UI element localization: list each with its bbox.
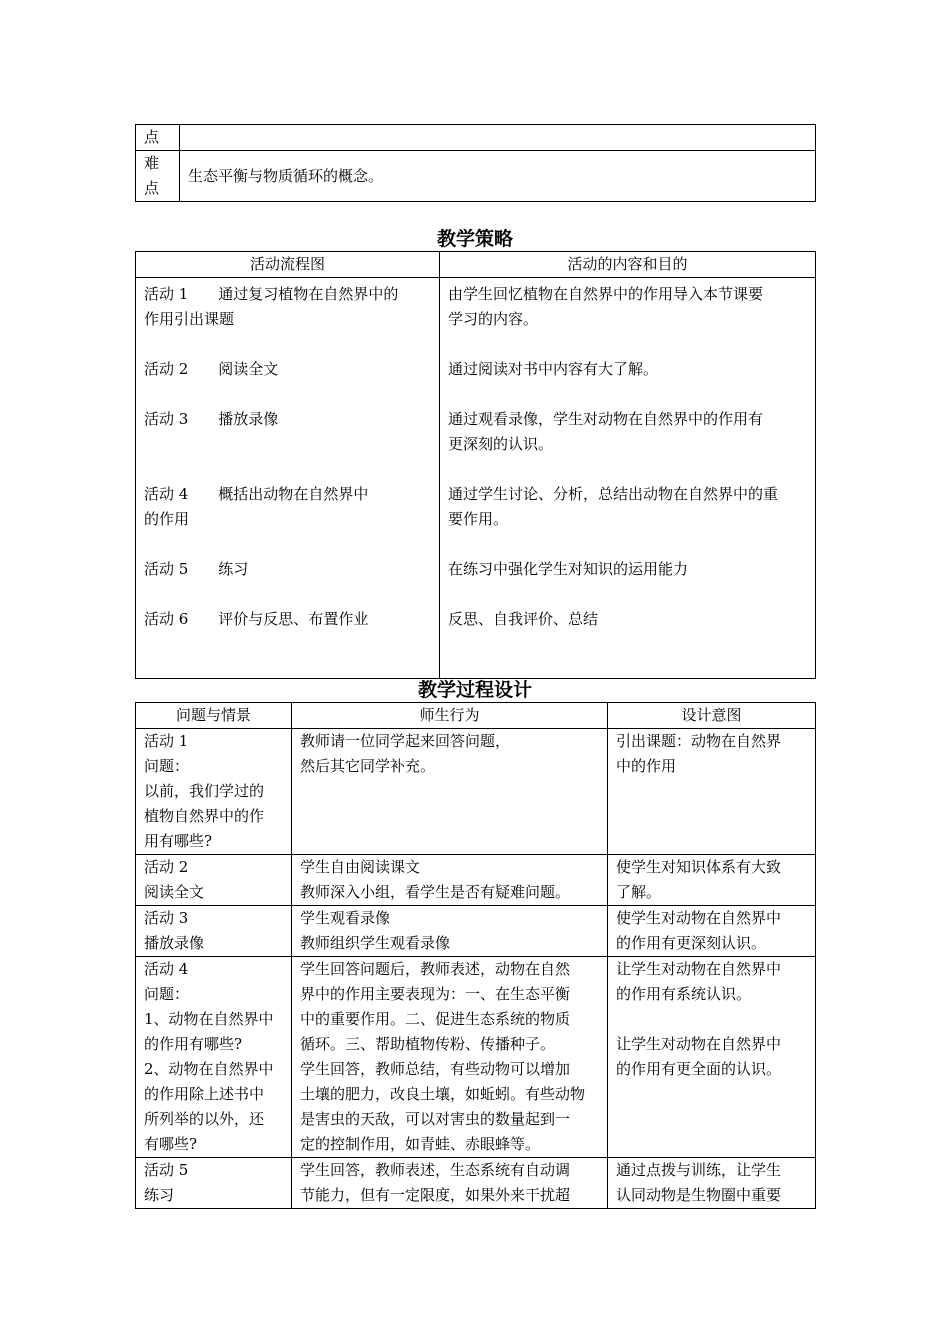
- row-content: [180, 125, 816, 151]
- situation-cell: 活动 2 阅读全文: [136, 855, 292, 906]
- situation-cell: 活动 4 问题： 1、动物在自然界中 的作用有哪些? 2、动物在自然界中 的作用除上述书中 所列举的以外，还 有哪些?: [136, 957, 292, 1158]
- column-header: 问题与情景: [136, 703, 292, 729]
- key-points-table: [135, 124, 816, 202]
- table-row: [136, 278, 816, 679]
- intent-cell: 让学生对动物在自然界中 的作用有系统认识。 让学生对动物在自然界中 的作用有更全面的认识。: [608, 957, 816, 1158]
- difficulty-content: 生态平衡与物质循环的概念。: [180, 151, 816, 202]
- column-header: 设计意图: [608, 703, 816, 729]
- column-header: 活动的内容和目的: [440, 252, 816, 278]
- table-row: [136, 855, 816, 906]
- table-header-row: [136, 252, 816, 278]
- process-table: [135, 702, 816, 1209]
- actions-cell: 学生回答问题后，教师表述，动物在自然 界中的作用主要表现为：一、在生态平衡 中的重要作用。二、促进生态系统的物质 循环。三、帮助植物传粉、传播种子。 学生回答，教师总结，有些动物可以增加 土壤的肥力，改良土壤，如蚯蚓。有些动物 是害虫的天敌，可以对害虫的数量起到一 定的控制作用，如青蛙、赤眼蜂等。: [292, 957, 608, 1158]
- row-label: 难 点: [136, 151, 180, 202]
- intent-cell: 使学生对动物在自然界中 的作用有更深刻认识。: [608, 906, 816, 957]
- table-row: [136, 1158, 816, 1209]
- table-row: [136, 151, 816, 202]
- table-row: [136, 729, 816, 855]
- column-header: 师生行为: [292, 703, 608, 729]
- strategy-title: 教学策略: [436, 228, 513, 250]
- intent-cell: 引出课题：动物在自然界 中的作用: [608, 729, 816, 855]
- actions-cell: 学生回答，教师表述，生态系统有自动调 节能力，但有一定限度，如果外来干扰超: [292, 1158, 608, 1209]
- actions-cell: 学生自由阅读课文 教师深入小组，看学生是否有疑难问题。: [292, 855, 608, 906]
- table-row: [136, 906, 816, 957]
- situation-cell: 活动 5 练习: [136, 1158, 292, 1209]
- actions-cell: 学生观看录像 教师组织学生观看录像: [292, 906, 608, 957]
- situation-cell: 活动 1 问题： 以前，我们学过的 植物自然界中的作 用有哪些?: [136, 729, 292, 855]
- activity-purpose-cell: 由学生回忆植物在自然界中的作用导入本节课要 学习的内容。 通过阅读对书中内容有大了解。 通过观看录像，学生对动物在自然界中的作用有 更深刻的认识。 通过学生讨论、分析，总结出动物在自然界中的重 要作用。 在练习中强化学生对知识的运用能力 反思、自我评价、总结: [440, 278, 816, 679]
- activity-flow-cell: 活动 1 通过复习植物在自然界中的 作用引出课题 活动 2 阅读全文 活动 3 播放录像 活动 4 概括出动物在自然界中 的作用 活动 5 练习 活动 6 评价与反思、布置作业: [136, 278, 440, 679]
- row-label: 点: [136, 125, 180, 151]
- intent-cell: 通过点拨与训练，让学生 认同动物是生物圈中重要: [608, 1158, 816, 1209]
- table-row: [136, 957, 816, 1158]
- actions-cell: 教师请一位同学起来回答问题， 然后其它同学补充。: [292, 729, 608, 855]
- strategy-table: [135, 251, 816, 679]
- process-title: 教学过程设计: [417, 679, 532, 701]
- table-header-row: [136, 703, 816, 729]
- intent-cell: 使学生对知识体系有大致 了解。: [608, 855, 816, 906]
- column-header: 活动流程图: [136, 252, 440, 278]
- table-row: [136, 125, 816, 151]
- situation-cell: 活动 3 播放录像: [136, 906, 292, 957]
